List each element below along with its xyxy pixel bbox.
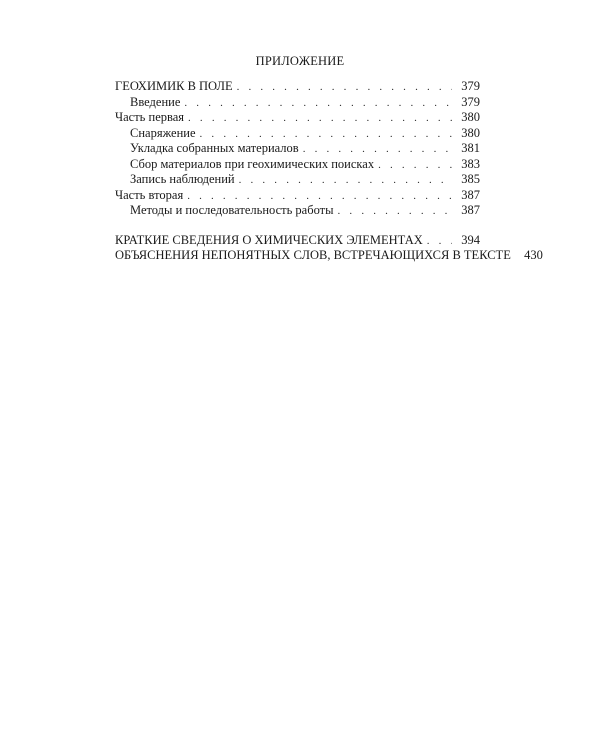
toc-entry-introduction[interactable] [115, 95, 480, 111]
dot-leader [239, 173, 452, 189]
toc-entry-page: 379 [461, 79, 480, 93]
toc-entry-part-two[interactable] [115, 188, 480, 204]
toc-entry-part-one[interactable] [115, 110, 480, 126]
section-gap [115, 219, 480, 233]
toc-entry-page: 394 [461, 232, 480, 247]
toc-entry-page: 383 [461, 156, 480, 171]
toc-entry-recording-observations[interactable] [115, 172, 480, 188]
dot-leader [237, 80, 452, 96]
toc-entry-page: 381 [461, 141, 480, 155]
toc-entry-page: 380 [461, 110, 480, 124]
toc-entry-label: ГЕОХИМИК В ПОЛЕ [115, 79, 233, 93]
dot-leader [338, 204, 452, 220]
toc-entry-label: Запись наблюдений [130, 172, 235, 186]
dot-leader [188, 111, 452, 127]
page-heading: ПРИЛОЖЕНИЕ [255, 54, 345, 68]
toc-entry-glossary[interactable] [115, 248, 543, 264]
toc-entry-label: Укладка собранных материалов [130, 141, 299, 155]
dot-leader [378, 158, 452, 174]
toc-entry-label: Часть первая [115, 110, 185, 124]
toc-entry-label: Сбор материалов при геохимических поисках [130, 156, 375, 171]
dot-leader [187, 189, 452, 205]
dot-leader [427, 234, 452, 250]
toc-entry-page: 380 [461, 125, 480, 140]
toc-entry-geochemist-in-field[interactable] [115, 79, 480, 95]
toc-entry-label: Снаряжение [130, 125, 196, 140]
toc-entry-page: 385 [461, 172, 480, 186]
toc-entry-page: 430 [524, 248, 543, 262]
table-of-contents [115, 79, 543, 264]
toc-entry-collecting-materials[interactable] [115, 157, 480, 173]
toc-entry-page: 387 [461, 203, 480, 217]
dot-leader [303, 142, 452, 158]
toc-entry-label: Часть вторая [115, 187, 184, 202]
toc-entry-methods[interactable] [115, 203, 480, 219]
dot-leader [200, 127, 452, 143]
toc-entry-page: 387 [461, 187, 480, 202]
toc-entry-label: ОБЪЯСНЕНИЯ НЕПОНЯТНЫХ СЛОВ, ВСТРЕЧАЮЩИХСЯ В ТЕКСТЕ [115, 248, 511, 262]
toc-entry-equipment[interactable] [115, 126, 480, 142]
dot-leader [184, 96, 452, 112]
toc-entry-label: Введение [130, 94, 181, 109]
toc-entry-page: 379 [461, 94, 480, 109]
toc-entry-packing-materials[interactable] [115, 141, 480, 157]
toc-entry-label: Методы и последовательность работы [130, 203, 334, 217]
toc-entry-label: КРАТКИЕ СВЕДЕНИЯ О ХИМИЧЕСКИХ ЭЛЕМЕНТАХ [115, 232, 423, 247]
toc-entry-chemical-elements[interactable] [115, 233, 480, 249]
